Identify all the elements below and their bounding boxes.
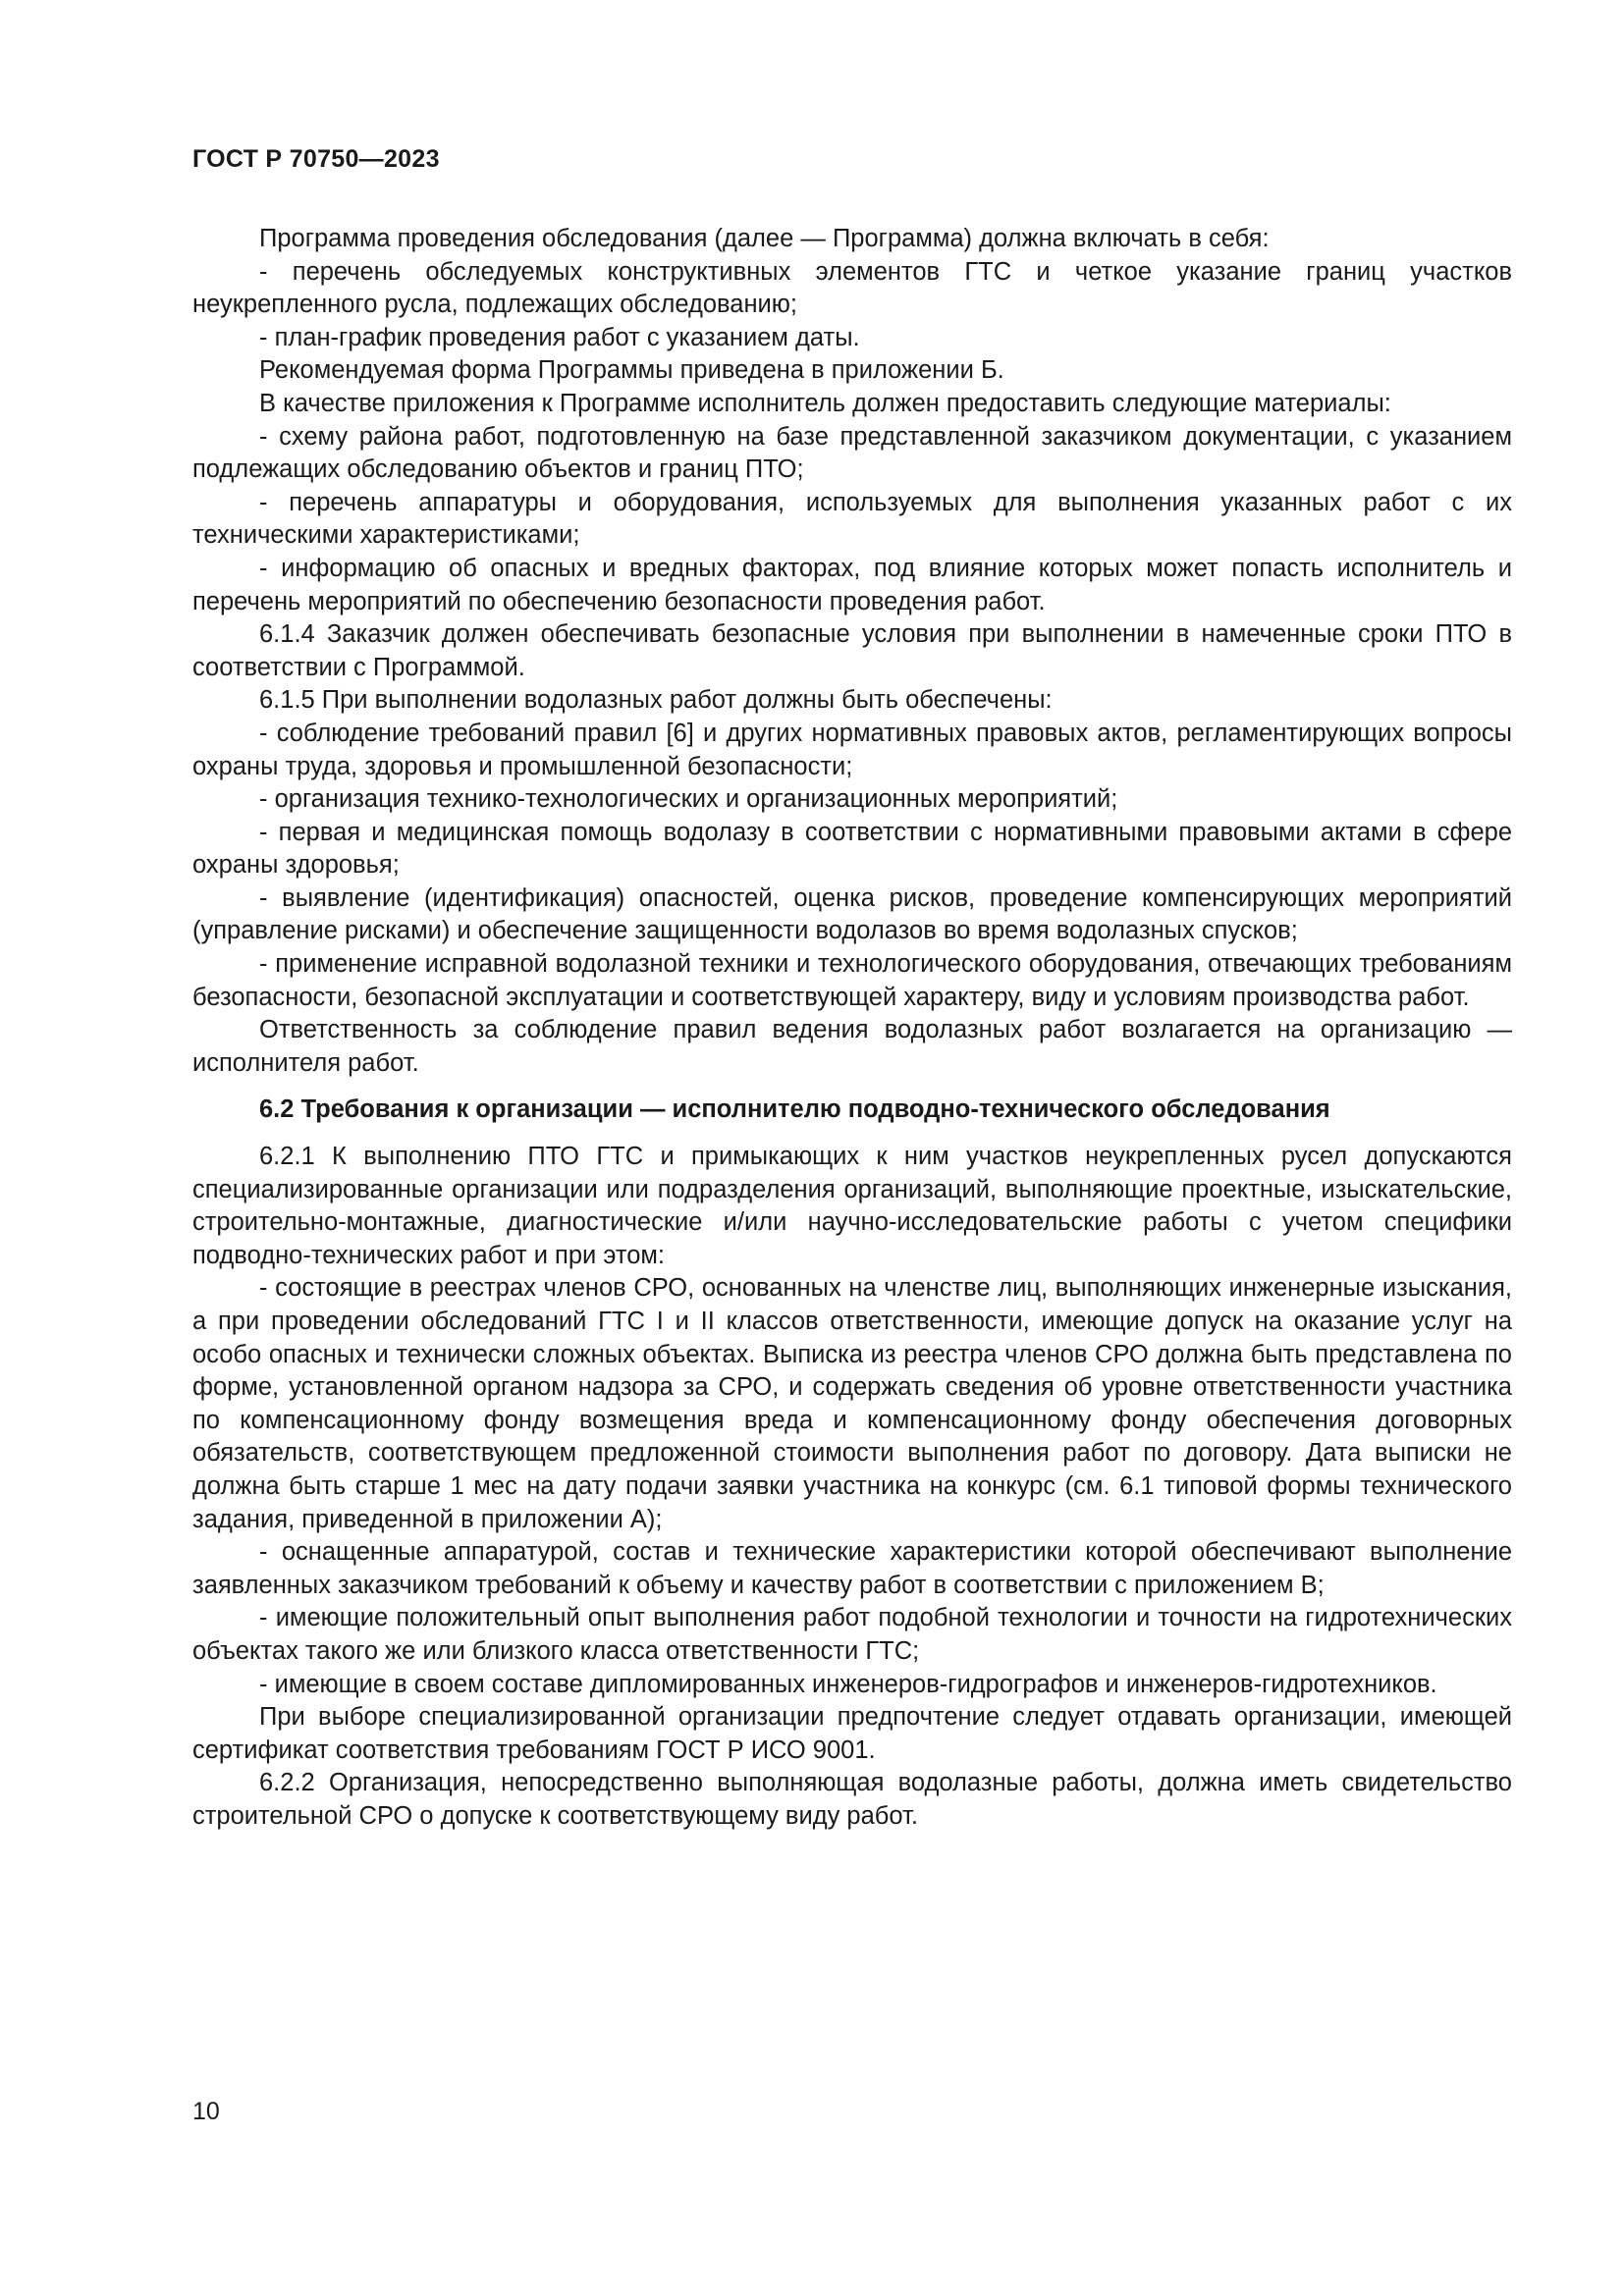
paragraph: Программа проведения обследования (далее — Программа) должна включать в себя: (259, 225, 1270, 252)
page-number: 10 (192, 2098, 220, 2125)
list-item: - имеющие положительный опыт выполнения работ подобной технологии и точности на гидротехнических объектах такого же или близкого класса ответственности ГТС; (192, 1604, 1512, 1665)
list-item: - имеющие в своем составе дипломированных инженеров-гидрографов и инженеров-гидротехников. (259, 1670, 1437, 1698)
document-code-header: ГОСТ Р 70750—2023 (192, 145, 440, 173)
paragraph: Рекомендуемая форма Программы приведена в приложении Б. (259, 356, 1004, 385)
list-item: - информацию об опасных и вредных факторах, под влияние которых может попасть исполнитель и перечень мероприятий по обеспечению безопасности проведения работ. (192, 554, 1512, 615)
list-item: - схему района работ, подготовленную на базе представленной заказчиком документации, с указанием подлежащих обследованию объектов и границ ПТО; (192, 422, 1512, 484)
list-item: - первая и медицинская помощь водолазу в соответствии с нормативными правовыми актами в сфере охраны здоровья; (192, 818, 1512, 880)
list-item: - организация технико-технологических и организационных мероприятий; (259, 785, 1118, 814)
list-item: - перечень обследуемых конструктивных элементов ГТС и четкое указание границ участков неукрепленного русла, подлежащих обследованию; (192, 257, 1512, 319)
section-heading-6-2: 6.2 Требования к организации — исполнителю подводно-технического обследования (259, 1095, 1330, 1124)
paragraph: Ответственность за соблюдение правил ведения водолазных работ возлагается на организацию — исполнителя работ. (192, 1016, 1512, 1077)
list-item: - перечень аппаратуры и оборудования, используемых для выполнения указанных работ с их техническими характеристиками; (192, 488, 1512, 550)
clause-6-2-1: 6.2.1 К выполнению ПТО ГТС и примыкающих к ним участков неукрепленных русел допускаются специализированные организации или подразделения организаций, выполняющие проектные, изыскательские, строительно-монтажные, диагностические и/или научно-исследовательские работы с учетом специфики подводно-технических работ и при этом: (192, 1143, 1512, 1269)
list-item: - применение исправной водолазной техники и технологического оборудования, отвечающих требованиям безопасности, безопасной эксплуатации и соответствующей характеру, виду и условиям производства работ. (192, 950, 1512, 1011)
clause-6-1-5: 6.1.5 При выполнении водолазных работ должны быть обеспечены: (259, 686, 1053, 715)
clause-6-1-4: 6.1.4 Заказчик должен обеспечивать безопасные условия при выполнении в намеченные сроки ПТО в соответствии с Программой. (192, 620, 1512, 681)
clause-6-2-2: 6.2.2 Организация, непосредственно выполняющая водолазные работы, должна иметь свидетельство строительной СРО о допуске к соответствующему виду работ. (192, 1769, 1512, 1830)
list-item: - соблюдение требований правил [6] и других нормативных правовых актов, регламентирующих вопросы охраны труда, здоровья и промышленной безопасности; (192, 719, 1512, 780)
list-item: - оснащенные аппаратурой, состав и технические характеристики которой обеспечивают выполнение заявленных заказчиком требований к объему и качеству работ в соответствии с приложением В; (192, 1538, 1512, 1599)
document-body (192, 223, 1512, 1834)
list-item: - план-график проведения работ с указанием даты. (259, 323, 860, 351)
list-item: - выявление (идентификация) опасностей, оценка рисков, проведение компенсирующих мероприятий (управление рисками) и обеспечение защищенности водолазов во время водолазных спусков; (192, 883, 1512, 945)
paragraph: При выборе специализированной организации предпочтение следует отдавать организации, имеющей сертификат соответствия требованиям ГОСТ Р ИСО 9001. (192, 1703, 1512, 1764)
list-item: - состоящие в реестрах членов СРО, основанных на членстве лиц, выполняющих инженерные изыскания, а при проведении обследований ГТС I и II классов ответственности, имеющие допуск на оказание услуг на особо опасных и технически сложных объектах. Выписка из реестра членов СРО должна быть представлена по форме, установленной органом надзора за СРО, и содержать сведения об уровне ответственности участника по компенсационному фонду возмещения вреда и компенсационному фонду обеспечения договорных обязательств, соответствующем предложенной стоимости выполнения работ по договору. Дата выписки не должна быть старше 1 мес на дату подачи заявки участника на конкурс (см. 6.1 типовой формы технического задания, приведенной в приложении А); (192, 1274, 1512, 1533)
paragraph: В качестве приложения к Программе исполнитель должен предоставить следующие материалы: (259, 389, 1391, 417)
